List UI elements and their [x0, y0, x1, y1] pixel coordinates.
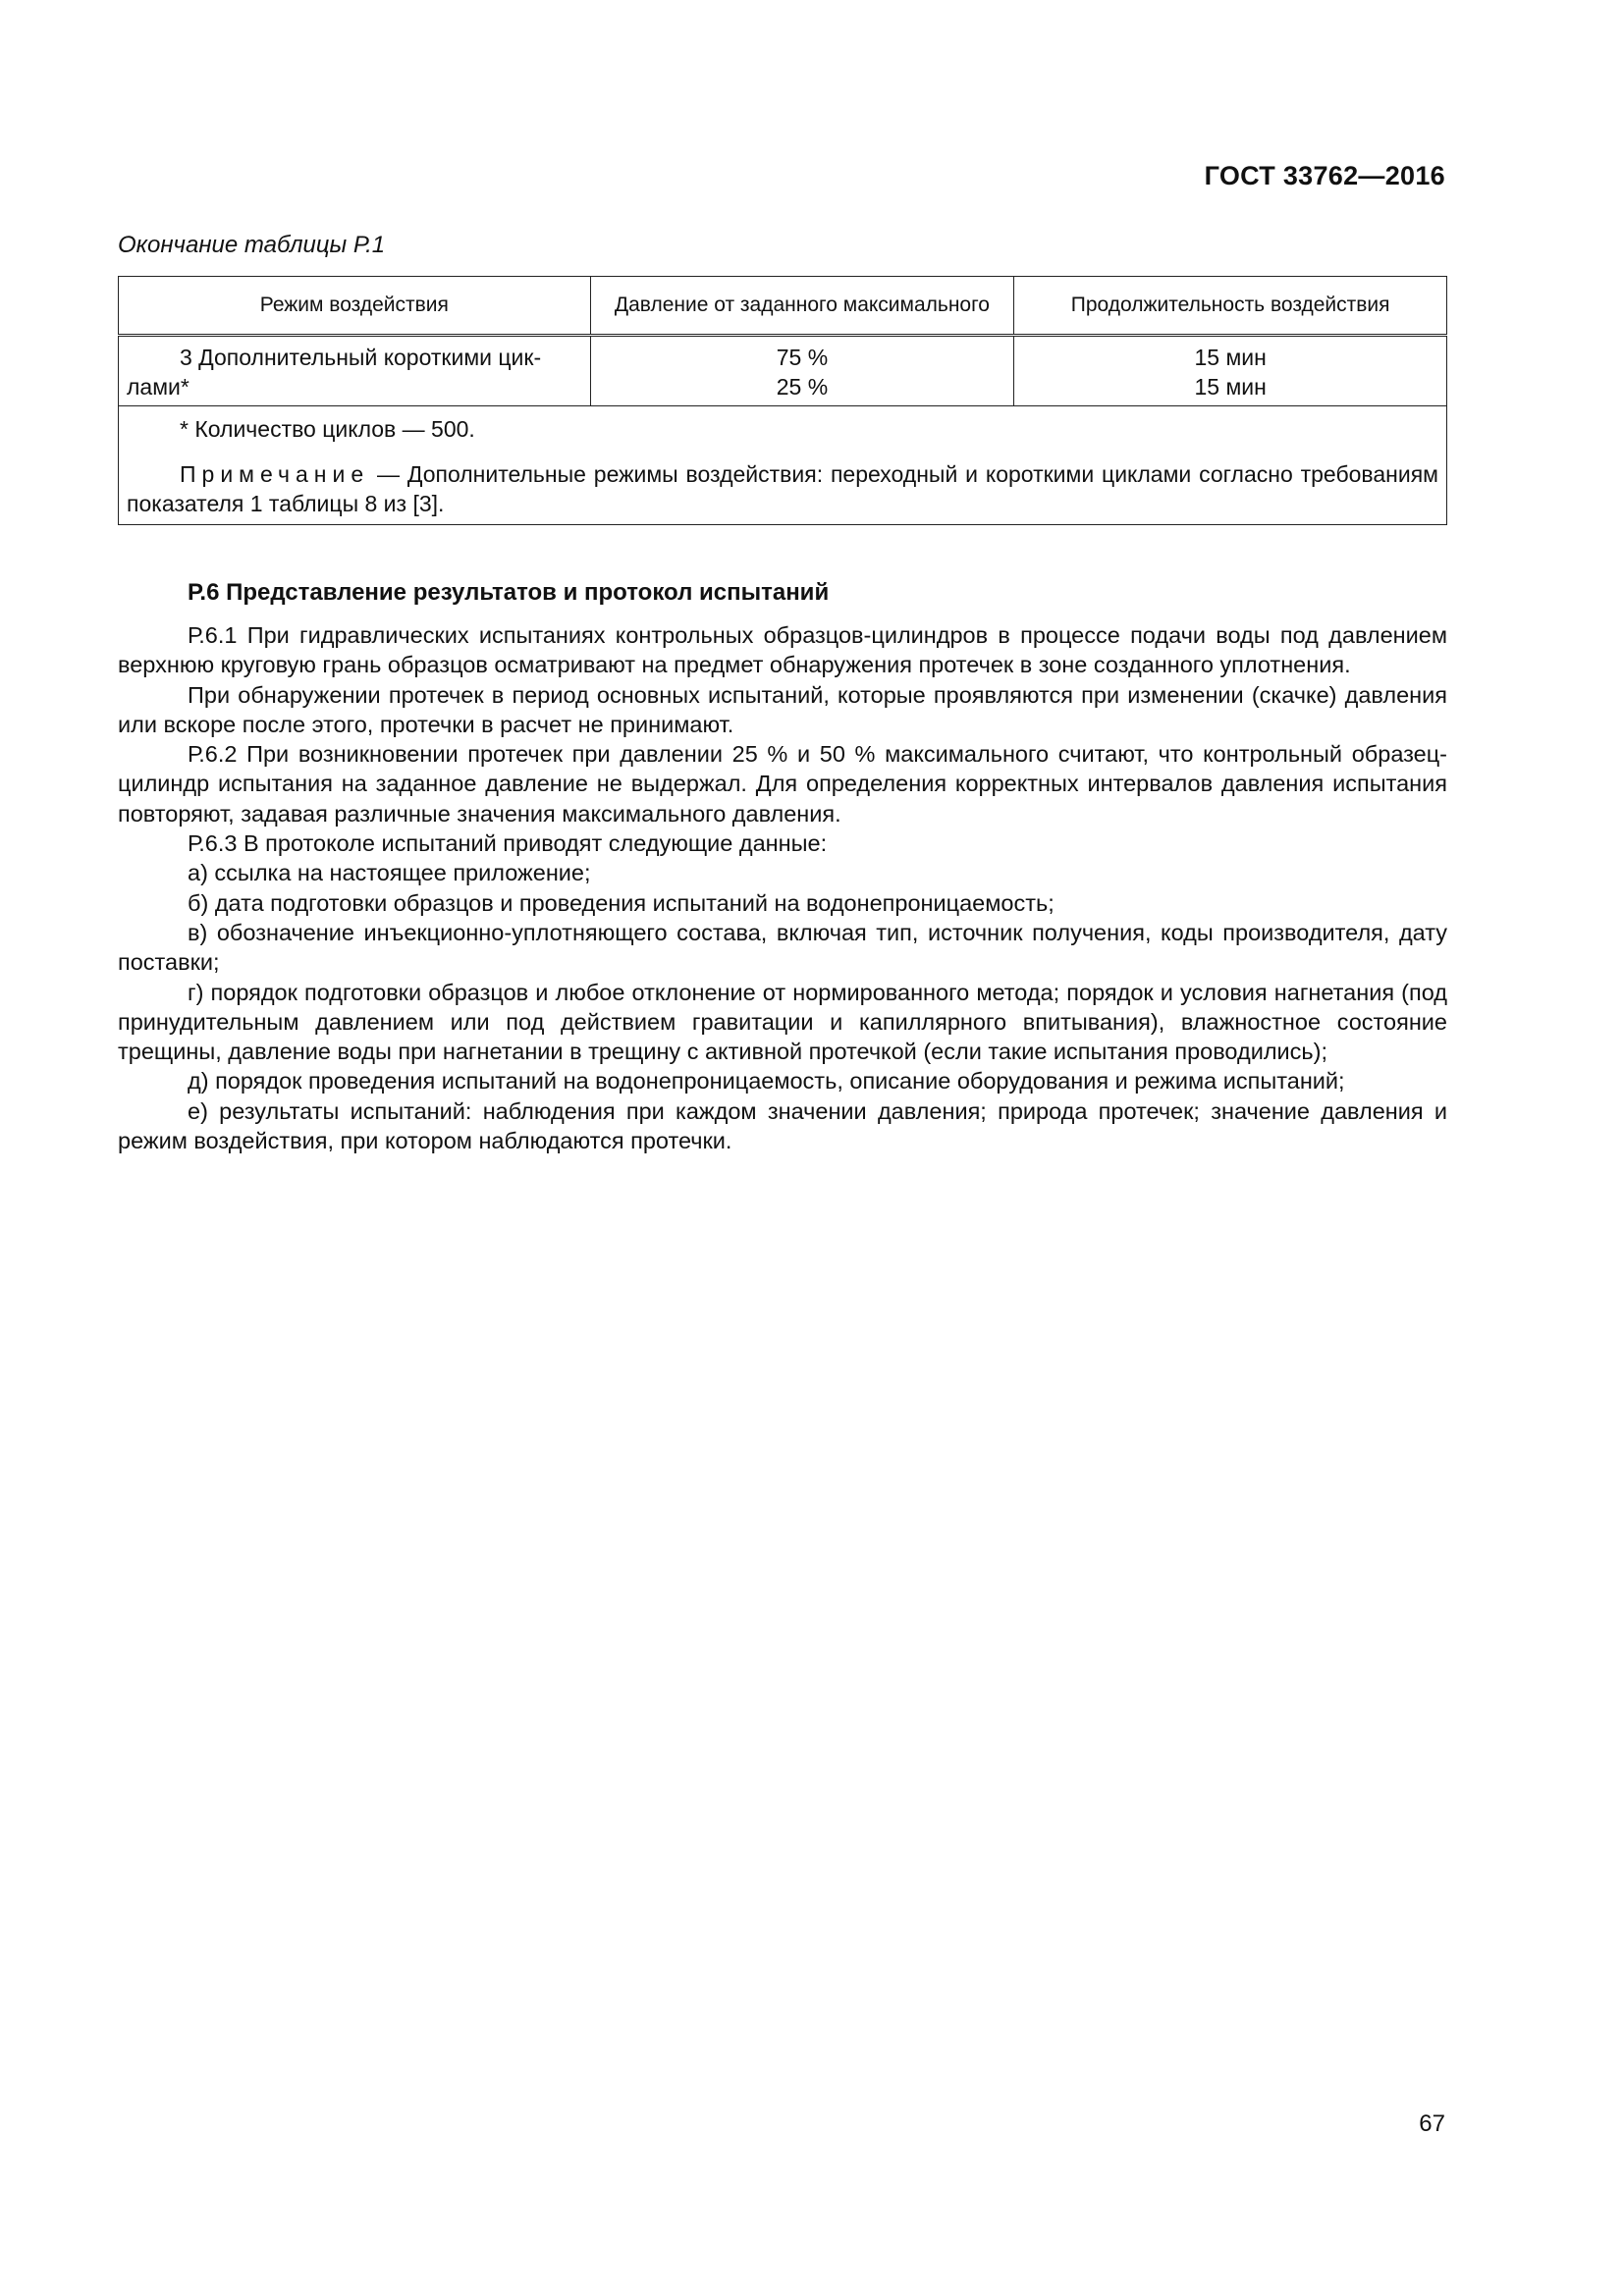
list-item: а) ссылка на настоящее приложение;	[188, 860, 591, 886]
paragraph: Р.6.3 В протоколе испытаний приводят следующие данные:	[188, 830, 828, 857]
table-footnote: * Количество циклов — 500.	[180, 416, 475, 442]
list-item: г) порядок подготовки образцов и любое отклонение от нормированного метода; порядок и условия нагнетания (под принудительным давлением или под действием гравитации и капиллярного впитывания), влажностное состояние трещины, давление воды при нагнетании в трещину с активной протечкой (если такие испытания проводились);	[118, 979, 1447, 1065]
table-note	[127, 459, 1438, 518]
table-footer-row	[119, 406, 1447, 525]
paragraph: Р.6.2 При возникновении протечек при давлении 25 % и 50 % максимального считают, что контрольный образец-цилиндр испытания на заданное давление не выдержал. Для определения корректных интервалов давления испытания повторяют, задавая различные значения максимального давления.	[118, 741, 1447, 827]
duration-value: 15 мин	[1194, 374, 1267, 400]
note-text: — Дополнительные режимы воздействия: переходный и короткими циклами согласно требованиям показателя 1 таблицы 8 из [3].	[127, 461, 1438, 516]
table-row	[119, 336, 1447, 406]
paragraph: При обнаружении протечек в период основных испытаний, которые проявляются при изменении (скачке) давления или вскоре после этого, протечки в расчет не принимают.	[118, 681, 1447, 737]
section-title: Р.6 Представление результатов и протокол испытаний	[188, 579, 830, 606]
list-item: д) порядок проведения испытаний на водонепроницаемость, описание оборудования и режима испытаний;	[188, 1068, 1345, 1095]
list-item: б) дата подготовки образцов и проведения испытаний на водонепроницаемость;	[188, 889, 1055, 916]
column-header-mode: Режим воздействия	[119, 277, 591, 336]
document-code: ГОСТ 33762—2016	[1204, 161, 1445, 190]
page-number: 67	[1419, 2110, 1445, 2137]
table-caption: Окончание таблицы Р.1	[118, 232, 386, 258]
pressure-value: 75 %	[776, 345, 829, 370]
list-item: е) результаты испытаний: наблюдения при каждом значении давления; природа протечек; значение давления и режим воздействия, при котором наблюдаются протечки.	[118, 1097, 1447, 1154]
duration-value: 15 мин	[1194, 345, 1267, 370]
column-header-pressure: Давление от заданного максимального	[590, 277, 1014, 336]
pressure-value: 25 %	[776, 374, 829, 400]
cell-mode: 3 Дополнительный короткими циклами*	[119, 336, 591, 406]
column-header-duration: Продолжительность воздействия	[1014, 277, 1447, 336]
note-label: Примечание	[180, 461, 370, 487]
results-table	[118, 276, 1447, 525]
cell-duration	[1014, 336, 1447, 406]
cell-pressure	[590, 336, 1014, 406]
section-body	[118, 620, 1447, 1155]
list-item: в) обозначение инъекционно-уплотняющего состава, включая тип, источник получения, коды производителя, дату поставки;	[118, 919, 1447, 976]
paragraph: Р.6.1 При гидравлических испытаниях контрольных образцов-цилиндров в процессе подачи воды под давлением верхнюю круговую грань образцов осматривают на предмет обнаружения протечек в зоне созданного уплотнения.	[118, 622, 1447, 678]
table-footer	[119, 406, 1447, 525]
table-header-row	[119, 277, 1447, 336]
